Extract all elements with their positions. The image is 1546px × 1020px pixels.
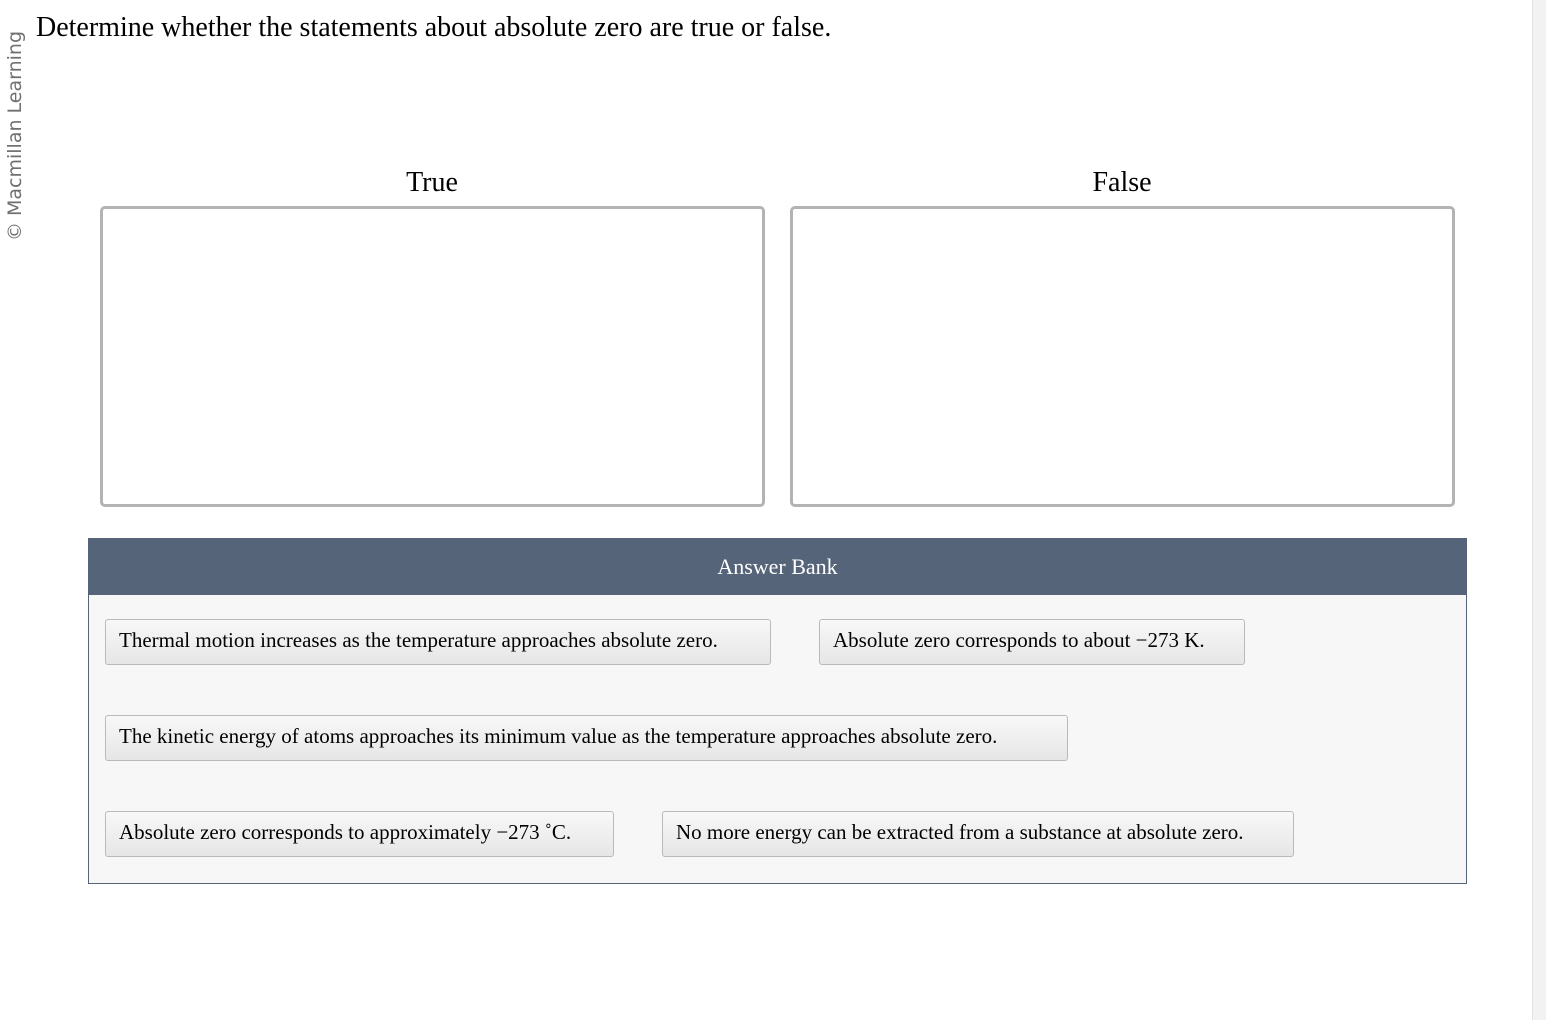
true-drop-zone[interactable]: [100, 206, 765, 507]
answer-bank-header: Answer Bank: [89, 539, 1466, 595]
false-bin-label: False: [1092, 167, 1152, 198]
question-prompt: Determine whether the statements about absolute zero are true or false.: [36, 12, 832, 43]
answer-chip[interactable]: No more energy can be extracted from a substance at absolute zero.: [662, 811, 1294, 857]
true-bin-label: True: [406, 167, 458, 198]
scrollbar[interactable]: [1532, 0, 1546, 1020]
false-drop-zone[interactable]: [790, 206, 1455, 507]
answer-chip[interactable]: Absolute zero corresponds to approximately −273 ˚C.: [105, 811, 614, 857]
answer-chip[interactable]: The kinetic energy of atoms approaches its minimum value as the temperature approaches absolute zero.: [105, 715, 1068, 761]
copyright-watermark: © Macmillan Learning: [4, 30, 26, 242]
answer-bank: [88, 538, 1467, 884]
answer-chip[interactable]: Thermal motion increases as the temperature approaches absolute zero.: [105, 619, 771, 665]
answer-chip[interactable]: Absolute zero corresponds to about −273 K.: [819, 619, 1245, 665]
